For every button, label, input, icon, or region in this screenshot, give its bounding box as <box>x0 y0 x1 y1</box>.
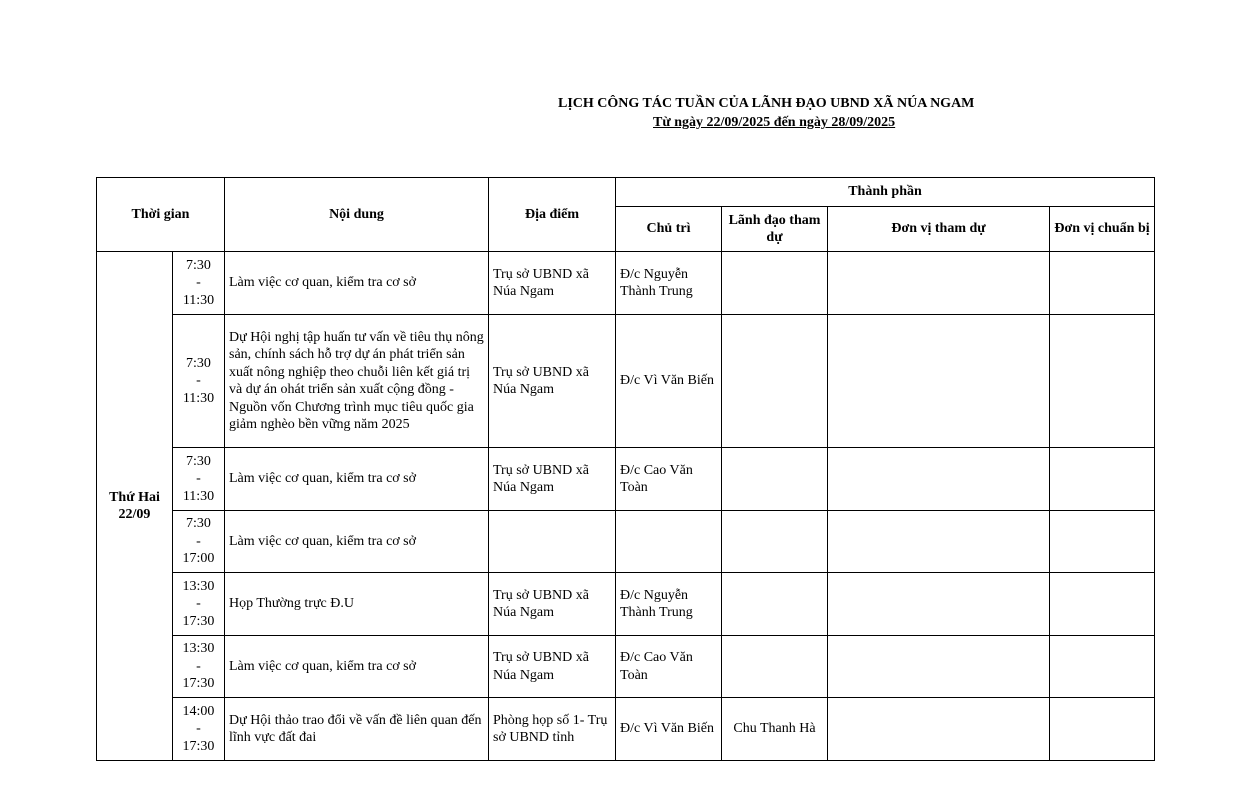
content-cell: Làm việc cơ quan, kiểm tra cơ sở <box>225 252 489 315</box>
header-chair: Chủ trì <box>616 207 722 252</box>
header-row-1 <box>97 178 1155 207</box>
day-cell <box>97 252 173 761</box>
content-cell: Dự Hội thảo trao đổi về vấn đề liên quan đến lĩnh vực đất đai <box>225 698 489 761</box>
leaders-cell: Chu Thanh Hà <box>722 698 828 761</box>
location-cell: Trụ sở UBND xã Núa Ngam <box>489 448 616 511</box>
chair-cell: Đ/c Nguyễn Thành Trung <box>616 573 722 636</box>
header-units: Đơn vị tham dự <box>828 207 1050 252</box>
location-cell: Phòng họp số 1- Trụ sở UBND tỉnh <box>489 698 616 761</box>
leaders-cell <box>722 448 828 511</box>
time-cell: 13:30 - 17:30 <box>173 573 225 636</box>
content-cell: Họp Thường trực Đ.U <box>225 573 489 636</box>
location-cell: Trụ sở UBND xã Núa Ngam <box>489 636 616 698</box>
time-cell: 13:30 - 17:30 <box>173 636 225 698</box>
prep-cell <box>1050 511 1155 573</box>
chair-cell: Đ/c Vì Văn Biến <box>616 315 722 448</box>
day-date: 22/09 <box>118 507 151 522</box>
units-cell <box>828 698 1050 761</box>
header-content: Nội dung <box>225 178 489 252</box>
table-row <box>97 448 1155 511</box>
location-cell: Trụ sở UBND xã Núa Ngam <box>489 573 616 636</box>
prep-cell <box>1050 573 1155 636</box>
content-cell: Làm việc cơ quan, kiểm tra cơ sở <box>225 511 489 573</box>
schedule-table <box>96 177 1155 761</box>
units-cell <box>828 448 1050 511</box>
time-cell: 14:00 - 17:30 <box>173 698 225 761</box>
time-cell: 7:30 - 11:30 <box>173 315 225 448</box>
document-title: LỊCH CÔNG TÁC TUẦN CỦA LÃNH ĐẠO UBND XÃ NÚA NGAM <box>558 96 975 111</box>
units-cell <box>828 573 1050 636</box>
chair-cell: Đ/c Vì Văn Biến <box>616 698 722 761</box>
prep-cell <box>1050 636 1155 698</box>
table-row <box>97 636 1155 698</box>
leaders-cell <box>722 573 828 636</box>
content-cell: Làm việc cơ quan, kiểm tra cơ sở <box>225 448 489 511</box>
units-cell <box>828 511 1050 573</box>
time-cell: 7:30 - 11:30 <box>173 448 225 511</box>
table-row <box>97 511 1155 573</box>
leaders-cell <box>722 252 828 315</box>
header-leaders: Lãnh đạo tham dự <box>722 207 828 252</box>
leaders-cell <box>722 511 828 573</box>
location-cell: Trụ sở UBND xã Núa Ngam <box>489 315 616 448</box>
units-cell <box>828 636 1050 698</box>
content-cell: Làm việc cơ quan, kiểm tra cơ sở <box>225 636 489 698</box>
chair-cell: Đ/c Cao Văn Toàn <box>616 636 722 698</box>
location-cell: Trụ sở UBND xã Núa Ngam <box>489 252 616 315</box>
units-cell <box>828 315 1050 448</box>
chair-cell: Đ/c Cao Văn Toàn <box>616 448 722 511</box>
document-subtitle: Từ ngày 22/09/2025 đến ngày 28/09/2025 <box>653 115 896 130</box>
header-time: Thời gian <box>97 178 225 252</box>
time-cell: 7:30 - 17:00 <box>173 511 225 573</box>
leaders-cell <box>722 636 828 698</box>
chair-cell: Đ/c Nguyễn Thành Trung <box>616 252 722 315</box>
prep-cell <box>1050 448 1155 511</box>
table-row <box>97 573 1155 636</box>
prep-cell <box>1050 698 1155 761</box>
location-cell <box>489 511 616 573</box>
chair-cell <box>616 511 722 573</box>
header-participants: Thành phần <box>616 178 1155 207</box>
header-location: Địa điểm <box>489 178 616 252</box>
table-row <box>97 698 1155 761</box>
time-cell: 7:30 - 11:30 <box>173 252 225 315</box>
day-name: Thứ Hai <box>109 489 160 505</box>
header-prep: Đơn vị chuẩn bị <box>1050 207 1155 252</box>
prep-cell <box>1050 315 1155 448</box>
table-row <box>97 252 1155 315</box>
prep-cell <box>1050 252 1155 315</box>
table-row <box>97 315 1155 448</box>
units-cell <box>828 252 1050 315</box>
content-cell: Dự Hội nghị tập huấn tư vấn về tiêu thụ nông sản, chính sách hỗ trợ dự án phát triển sản xuất nông nghiệp theo chuỗi liên kết giá trị và dự án ohát triển sản xuất cộng đồng - Nguồn vốn Chương trình mục tiêu quốc gia giảm nghèo bền vững năm 2025 <box>225 315 489 448</box>
leaders-cell <box>722 315 828 448</box>
